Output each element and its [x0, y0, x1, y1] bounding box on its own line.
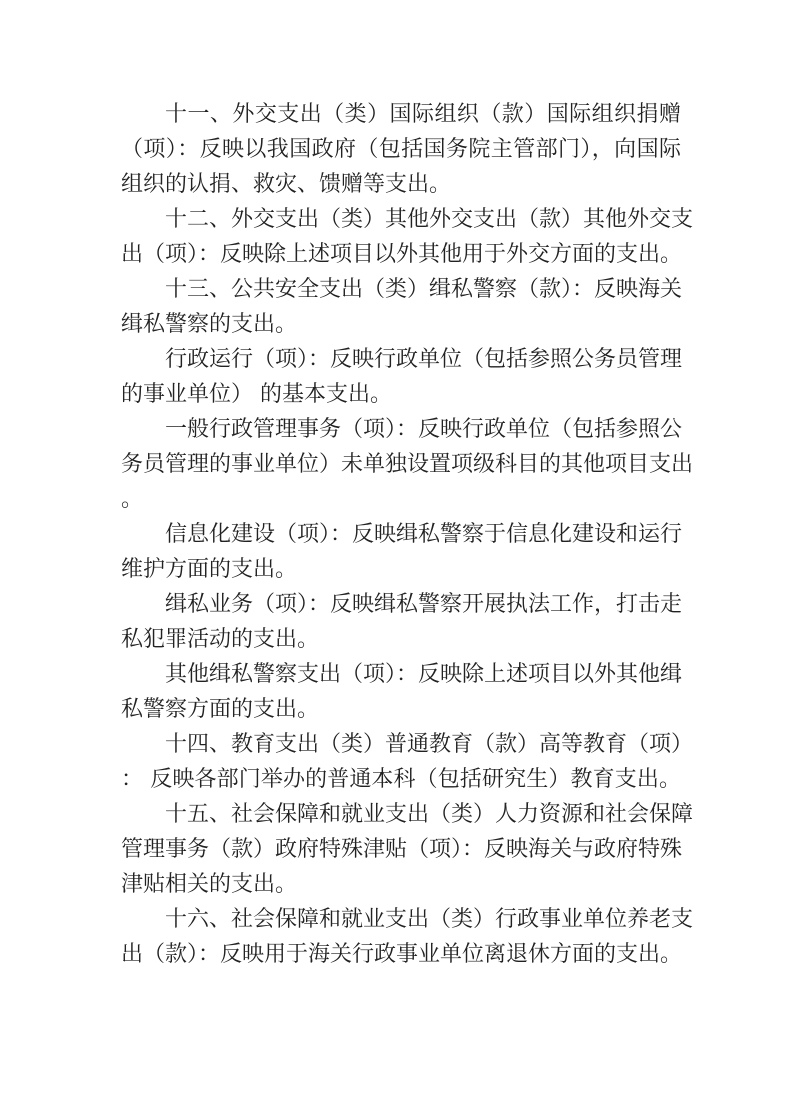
text-line: 十五、社会保障和就业支出（类）人力资源和社会保障	[165, 802, 694, 827]
text-line: （项）：反映以我国政府（包括国务院主管部门），向国际	[121, 137, 681, 162]
text-line: 缉私警察的支出。	[121, 312, 298, 337]
text-line: 缉私业务（项）：反映缉私警察开展执法工作，打击走	[165, 592, 683, 617]
text-line: 。	[121, 487, 144, 512]
text-line: 私犯罪活动的支出。	[121, 627, 320, 652]
text-line: 出（项）：反映除上述项目以外其他用于外交方面的支出。	[121, 242, 683, 267]
text-line: 的事业单位） 的基本支出。	[121, 382, 392, 407]
text-line: 出（款）：反映用于海关行政事业单位离退休方面的支出。	[121, 942, 683, 967]
text-line: 津贴相关的支出。	[121, 872, 298, 897]
text-line: 十二、外交支出（类）其他外交支出（款）其他外交支	[165, 207, 694, 232]
text-line: 十四、教育支出（类）普通教育（款）高等教育（项）	[165, 732, 694, 757]
text-line: 信息化建设（项）：反映缉私警察于信息化建设和运行	[165, 522, 683, 547]
text-line: 十六、社会保障和就业支出（类）行政事业单位养老支	[165, 907, 694, 932]
text-line: ： 反映各部门举办的普通本科（包括研究生）教育支出。	[121, 767, 681, 792]
text-line: 一般行政管理事务（项）：反映行政单位（包括参照公	[165, 417, 683, 442]
text-line: 务员管理的事业单位）未单独设置项级科目的其他项目支出	[121, 452, 694, 477]
text-line: 组织的认捐、救灾、馈赠等支出。	[121, 172, 452, 197]
text-line: 行政运行（项）：反映行政单位（包括参照公务员管理	[165, 347, 683, 372]
text-line: 私警察方面的支出。	[121, 697, 320, 722]
text-line: 十三、公共安全支出（类）缉私警察（款）：反映海关	[165, 277, 683, 302]
text-line: 管理事务（款）政府特殊津贴（项）：反映海关与政府特殊	[121, 837, 683, 862]
text-line: 其他缉私警察支出（项）：反映除上述项目以外其他缉	[165, 662, 683, 687]
text-line: 维护方面的支出。	[121, 557, 298, 582]
text-line: 十一、外交支出（类）国际组织（款）国际组织捐赠	[165, 102, 681, 127]
